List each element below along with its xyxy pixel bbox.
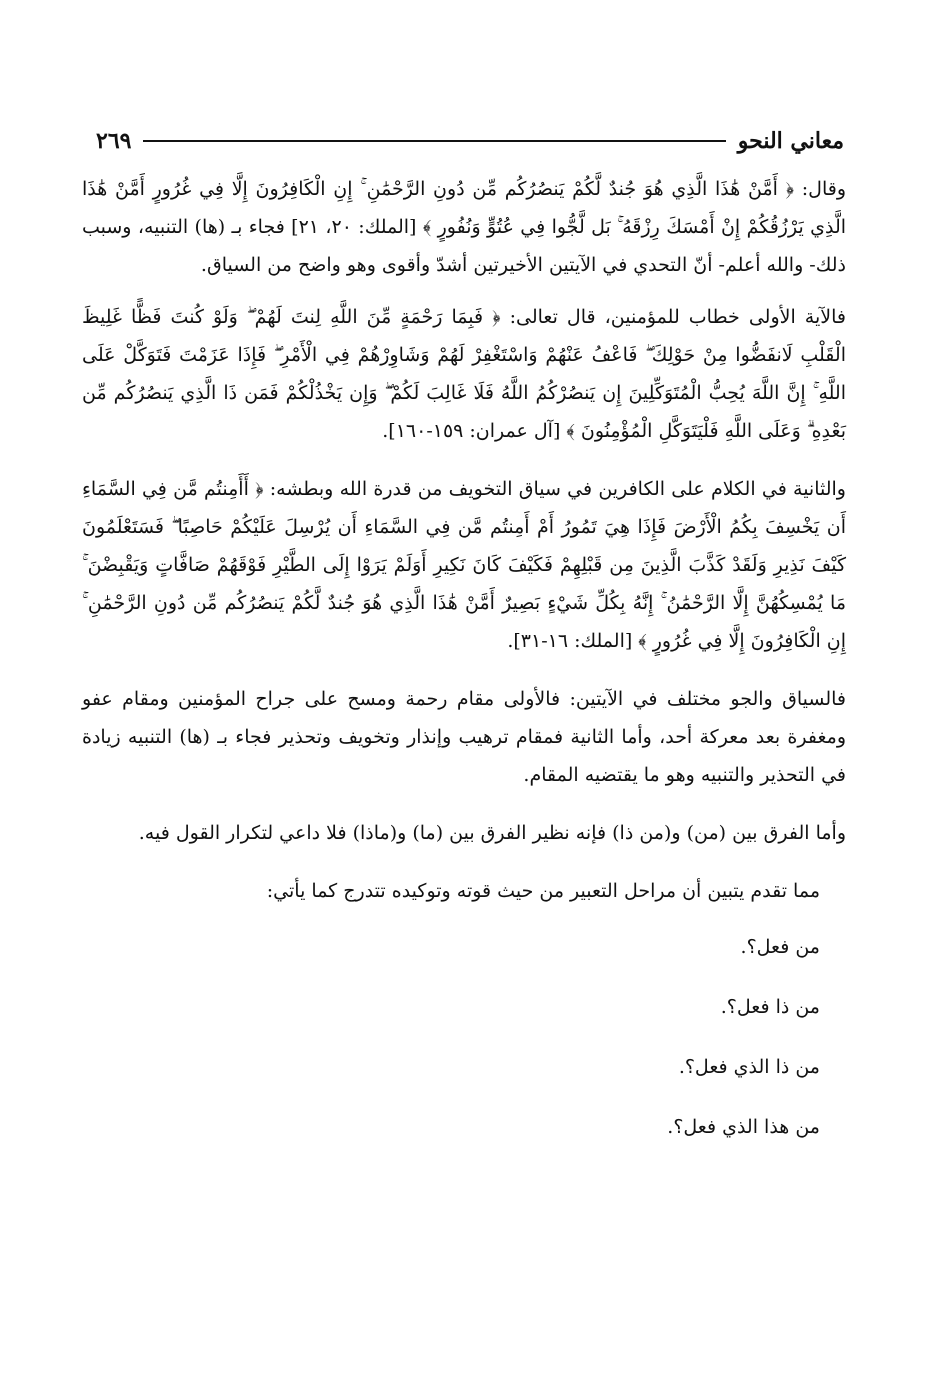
paragraph-5	[82, 814, 846, 852]
paragraph-text: وقال:	[794, 178, 847, 200]
page-header	[96, 124, 844, 158]
page-body	[82, 170, 846, 1168]
page-number: ٢٦٩	[96, 128, 132, 154]
list-intro: مما تقدم يتبين أن مراحل التعبير من حيث قوته وتوكيده تتدرج كما يأتي:	[266, 880, 820, 902]
citation-text: [آل عمران: ١٥٩-١٦٠].	[382, 420, 567, 442]
quran-quote: ﴿ أَمَّنْ هَٰذَا الَّذِي هُوَ جُندٌ لَّكُمْ يَنصُرُكُم مِّن دُونِ الرَّحْمَٰنِ ۚ إِنِ الْكَافِرُونَ إِلَّا فِي غُرُورٍ أَمَّنْ هَٰذَا الَّذِي يَرْزُقُكُمْ إِنْ أَمْسَكَ رِزْقَهُ ۚ بَل لَّجُّوا فِي عُتُوٍّ وَنُفُورٍ ﴾	[82, 178, 847, 238]
list-item: من فعل؟.	[740, 936, 820, 958]
list-item: من ذا فعل؟.	[720, 996, 820, 1018]
citation-text: [الملك: ٢٠، ٢١] فجاء بـ (ها) التنبيه، وسبب ذلك- والله أعلم- أنّ التحدي في الآيتين الأخيرتين أشدّ وأقوى وهو واضح من السياق.	[82, 216, 846, 276]
paragraph-text: فالآية الأولى خطاب للمؤمنين، قال تعالى:	[500, 306, 846, 328]
paragraph-2	[82, 298, 846, 450]
paragraph-1	[82, 170, 846, 284]
quran-quote: ﴿ فَبِمَا رَحْمَةٍ مِّنَ اللَّهِ لِنتَ لَهُمْ ۖ وَلَوْ كُنتَ فَظًّا غَلِيظَ الْقَلْبِ لَانفَضُّوا مِنْ حَوْلِكَ ۖ فَاعْفُ عَنْهُمْ وَاسْتَغْفِرْ لَهُمْ وَشَاوِرْهُمْ فِي الْأَمْرِ ۖ فَإِذَا عَزَمْتَ فَتَوَكَّلْ عَلَى اللَّهِ ۚ إِنَّ اللَّهَ يُحِبُّ الْمُتَوَكِّلِينَ إِن يَنصُرْكُمُ اللَّهُ فَلَا غَالِبَ لَكُمْ ۖ وَإِن يَخْذُلْكُمْ فَمَن ذَا الَّذِي يَنصُرُكُم مِّن بَعْدِهِ ۗ وَعَلَى اللَّهِ فَلْيَتَوَكَّلِ الْمُؤْمِنُونَ ﴾	[82, 306, 846, 442]
header-rule	[143, 140, 725, 142]
quran-quote: ﴿ أَأَمِنتُم مَّن فِي السَّمَاءِ أَن يَخْسِفَ بِكُمُ الْأَرْضَ فَإِذَا هِيَ تَمُورُ أَمْ أَمِنتُم مَّن فِي السَّمَاءِ أَن يُرْسِلَ عَلَيْكُمْ حَاصِبًا ۖ فَسَتَعْلَمُونَ كَيْفَ نَذِيرِ وَلَقَدْ كَذَّبَ الَّذِينَ مِن قَبْلِهِمْ فَكَيْفَ كَانَ نَكِيرِ أَوَلَمْ يَرَوْا إِلَى الطَّيْرِ فَوْقَهُمْ صَافَّاتٍ وَيَقْبِضْنَ ۚ مَا يُمْسِكُهُنَّ إِلَّا الرَّحْمَٰنُ ۚ إِنَّهُ بِكُلِّ شَيْءٍ بَصِيرٌ أَمَّنْ هَٰذَا الَّذِي هُوَ جُندٌ لَّكُمْ يَنصُرُكُم مِّن دُونِ الرَّحْمَٰنِ ۚ إِنِ الْكَافِرُونَ إِلَّا فِي غُرُورٍ ﴾	[82, 478, 846, 652]
citation-text: [الملك: ١٦-٣١].	[507, 630, 639, 652]
paragraph-4	[82, 680, 846, 794]
list-item: من ذا الذي فعل؟.	[678, 1056, 820, 1078]
paragraph-3	[82, 470, 846, 660]
paragraph-text: والثانية في الكلام على الكافرين في سياق التخويف من قدرة الله وبطشه:	[263, 478, 846, 500]
paragraph-text: فالسياق والجو مختلف في الآيتين: فالأولى مقام رحمة ومسح على جراح المؤمنين ومقام عفو ومغفرة بعد معركة أحد، وأما الثانية فمقام ترهيب وإنذار وتخويف وتحذير فجاء بـ (ها) التنبيه زيادة في التحذير والتنبيه وهو ما يقتضيه المقام.	[82, 688, 846, 786]
paragraph-text: وأما الفرق بين (من) و(من ذا) فإنه نظير الفرق بين (ما) و(ماذا) فلا داعي لتكرار القول فيه.	[138, 822, 846, 844]
running-title: معاني النحو	[737, 128, 844, 154]
list-item: من هذا الذي فعل؟.	[667, 1116, 820, 1138]
expression-stages-list	[82, 872, 846, 1146]
